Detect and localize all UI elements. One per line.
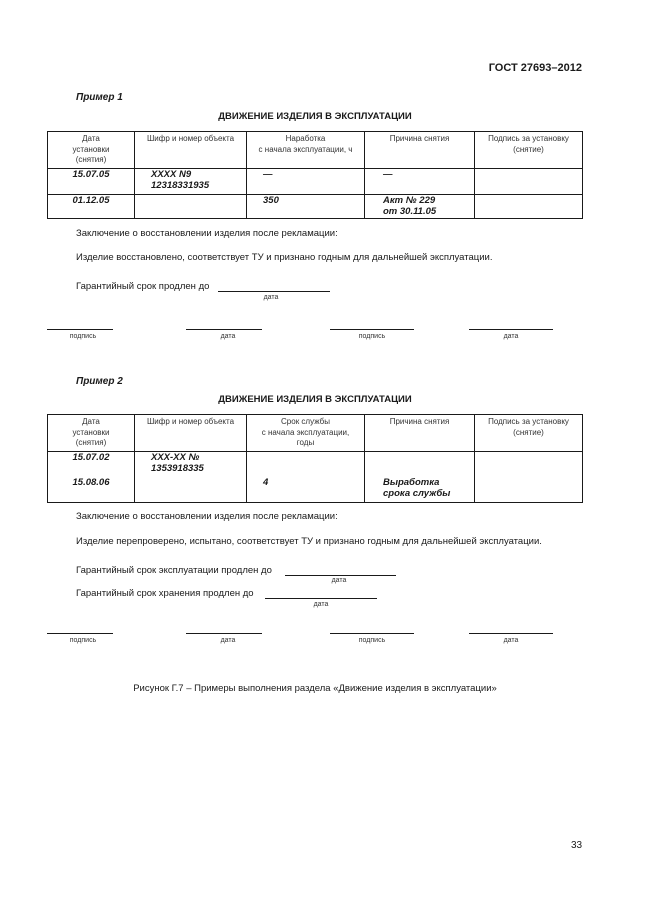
signature-caption: подпись <box>69 333 97 340</box>
date-caption: дата <box>220 637 236 644</box>
table-header-row <box>48 415 583 452</box>
cell-date: 15.07.02 <box>48 451 135 477</box>
cell-code: XXX-XX № 1353918335 <box>135 451 247 477</box>
warranty-operation-label: Гарантийный срок эксплуатации продлен до <box>76 565 272 576</box>
standard-header: ГОСТ 27693–2012 <box>488 62 582 74</box>
cell-work: — <box>247 168 365 194</box>
date-caption: дата <box>263 294 279 301</box>
table-row <box>48 477 583 502</box>
col-code-header: Шифр и номер объекта <box>135 415 247 452</box>
cell-life <box>247 451 365 477</box>
cell-sign <box>475 451 583 477</box>
date-line <box>469 329 553 330</box>
table-row <box>48 194 583 218</box>
cell-reason: — <box>365 168 475 194</box>
signature-caption: подпись <box>358 333 386 340</box>
example-1-label: Пример 1 <box>76 92 123 103</box>
date-line <box>186 633 262 634</box>
example-2-table <box>47 414 583 503</box>
cell-reason <box>365 451 475 477</box>
warranty-storage-date-line <box>265 590 377 599</box>
date-caption: дата <box>503 637 519 644</box>
signature-caption: подпись <box>69 637 97 644</box>
signature-line <box>330 633 414 634</box>
col-life-header: Срок службы с начала эксплуатации, годы <box>247 415 365 452</box>
date-caption: дата <box>503 333 519 340</box>
col-date-header: Дата установки (снятия) <box>48 132 135 169</box>
cell-date: 15.08.06 <box>48 477 135 502</box>
warranty-operation-date-line <box>285 567 396 576</box>
date-caption: дата <box>220 333 236 340</box>
cell-date: 15.07.05 <box>48 168 135 194</box>
cell-code <box>135 194 247 218</box>
example-2-label: Пример 2 <box>76 376 123 387</box>
col-date-header: Дата установки (снятия) <box>48 415 135 452</box>
example-1-title: ДВИЖЕНИЕ ИЗДЕЛИЯ В ЭКСПЛУАТАЦИИ <box>218 111 412 122</box>
cell-sign <box>475 194 583 218</box>
table-row <box>48 168 583 194</box>
example-2-title: ДВИЖЕНИЕ ИЗДЕЛИЯ В ЭКСПЛУАТАЦИИ <box>218 394 412 405</box>
date-caption: дата <box>331 577 347 584</box>
col-sign-header: Подпись за установку (снятие) <box>475 415 583 452</box>
date-line <box>186 329 262 330</box>
cell-reason: Акт № 229 от 30.11.05 <box>365 194 475 218</box>
date-line <box>469 633 553 634</box>
conclusion-label-1: Заключение о восстановлении изделия после рекламации: <box>76 228 338 239</box>
col-reason-header: Причина снятия <box>365 415 475 452</box>
conclusion-text-2: Изделие перепроверено, испытано, соответствует ТУ и признано годным для дальнейшей эксплуатации. <box>76 536 542 547</box>
page-number: 33 <box>571 840 583 851</box>
example-1-table <box>47 131 583 219</box>
col-code-header: Шифр и номер объекта <box>135 132 247 169</box>
warranty-label-1: Гарантийный срок продлен до <box>76 281 210 292</box>
warranty-date-line-1 <box>218 283 330 292</box>
signature-line <box>47 329 113 330</box>
conclusion-label-2: Заключение о восстановлении изделия после рекламации: <box>76 511 338 522</box>
cell-life: 4 <box>247 477 365 502</box>
cell-sign <box>475 477 583 502</box>
col-sign-header: Подпись за установку (снятие) <box>475 132 583 169</box>
col-work-header: Наработка с начала эксплуатации, ч <box>247 132 365 169</box>
col-reason-header: Причина снятия <box>365 132 475 169</box>
cell-sign <box>475 168 583 194</box>
cell-code <box>135 477 247 502</box>
cell-date: 01.12.05 <box>48 194 135 218</box>
warranty-storage-label: Гарантийный срок хранения продлен до <box>76 588 254 599</box>
table-row <box>48 451 583 477</box>
signature-line <box>47 633 113 634</box>
conclusion-text-1: Изделие восстановлено, соответствует ТУ и признано годным для дальнейшей эксплуатации. <box>76 252 493 263</box>
date-caption: дата <box>313 601 329 608</box>
table-header-row <box>48 132 583 169</box>
signature-line <box>330 329 414 330</box>
cell-reason: Выработка срока службы <box>365 477 475 502</box>
cell-code: XXXX N9 12318331935 <box>135 168 247 194</box>
figure-caption: Рисунок Г.7 – Примеры выполнения раздела «Движение изделия в эксплуатации» <box>133 683 497 694</box>
cell-work: 350 <box>247 194 365 218</box>
signature-caption: подпись <box>358 637 386 644</box>
